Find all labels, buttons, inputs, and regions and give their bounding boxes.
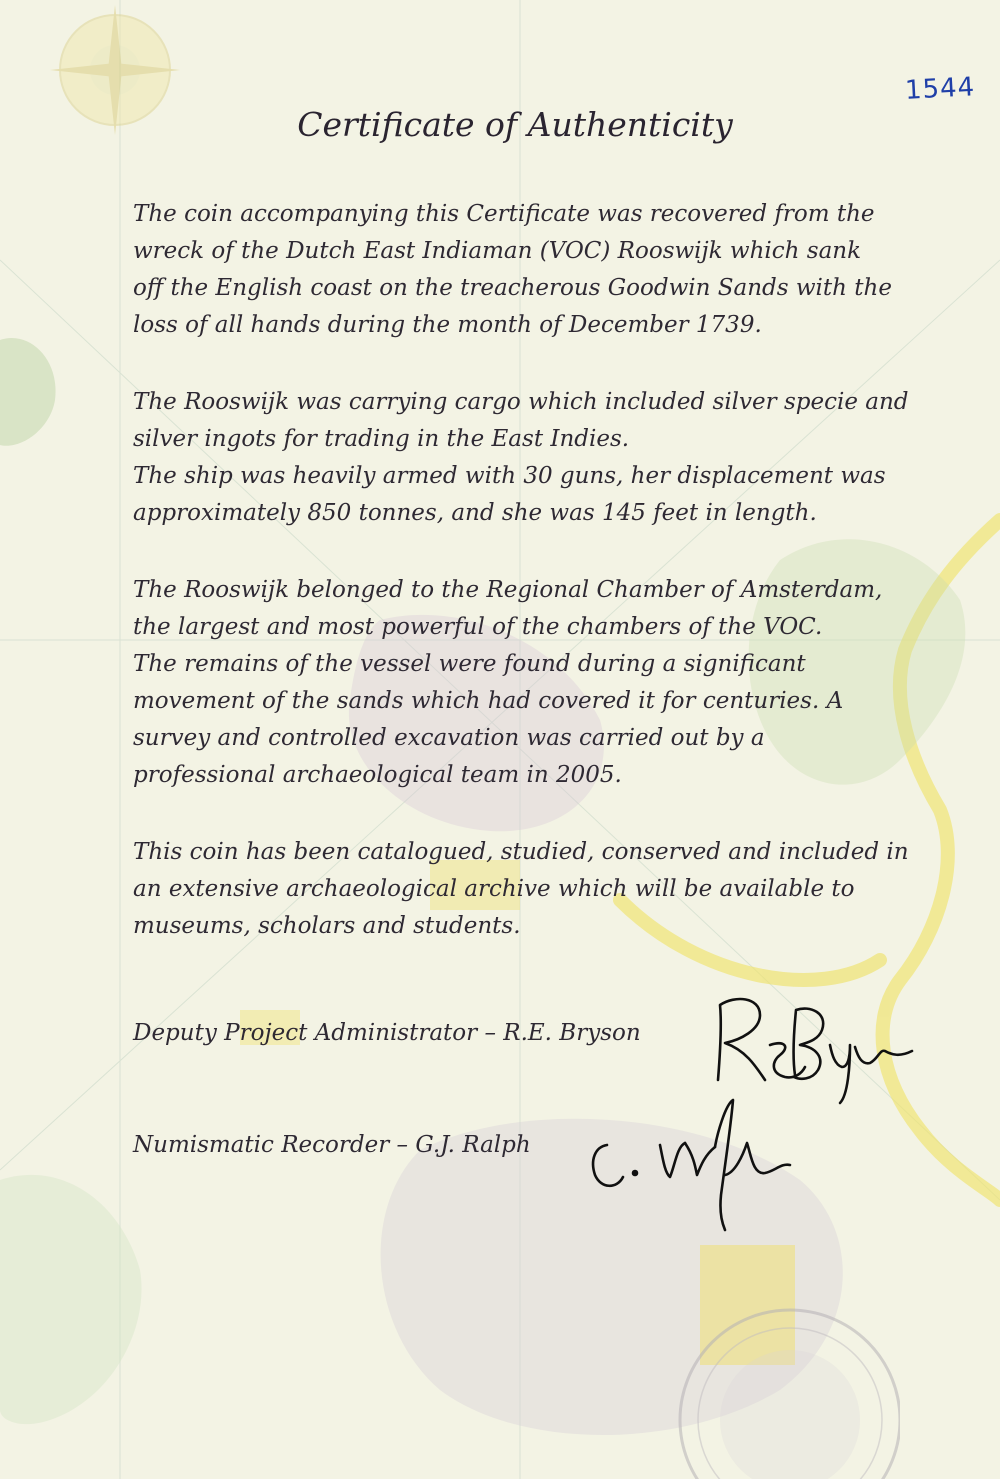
text-line: The ship was heavily armed with 30 guns, her displacement was [133,463,886,489]
text-line: silver ingots for trading in the East Indies. [133,426,630,452]
text-line: movement of the sands which had covered it for centuries. A [133,688,844,714]
certificate-title: Certificate of Authenticity [297,105,733,144]
signature-ralph [585,1085,800,1235]
text-line: The remains of the vessel were found during a significant [133,651,806,677]
signatory-administrator-label: Deputy Project Administrator – R.E. Bryson [133,1020,641,1046]
text-line: loss of all hands during the month of December 1739. [133,312,762,338]
text-line: an extensive archaeological archive which will be available to [133,876,855,902]
paragraph-discovery [133,572,933,794]
paragraph-archive [133,834,933,945]
paragraph-recovery [133,196,933,344]
text-line: The Rooswijk belonged to the Regional Chamber of Amsterdam, [133,577,883,603]
text-line: museums, scholars and students. [133,913,521,939]
text-line: wreck of the Dutch East Indiaman (VOC) Rooswijk which sank [133,238,862,264]
signatory-recorder-label: Numismatic Recorder – G.J. Ralph [133,1132,531,1158]
text-line: approximately 850 tonnes, and she was 145 feet in length. [133,500,817,526]
text-line: The coin accompanying this Certificate was recovered from the [133,201,875,227]
text-line: professional archaeological team in 2005. [133,762,622,788]
text-line: This coin has been catalogued, studied, conserved and included in [133,839,909,865]
text-line: off the English coast on the treacherous Goodwin Sands with the [133,275,892,301]
text-line: the largest and most powerful of the chambers of the VOC. [133,614,823,640]
handwritten-reference-number: 1544 [904,72,976,106]
paragraph-cargo [133,384,933,532]
text-line: The Rooswijk was carrying cargo which included silver specie and [133,389,909,415]
text-line: survey and controlled excavation was carried out by a [133,725,765,751]
circular-seal-watermark [640,1270,900,1479]
